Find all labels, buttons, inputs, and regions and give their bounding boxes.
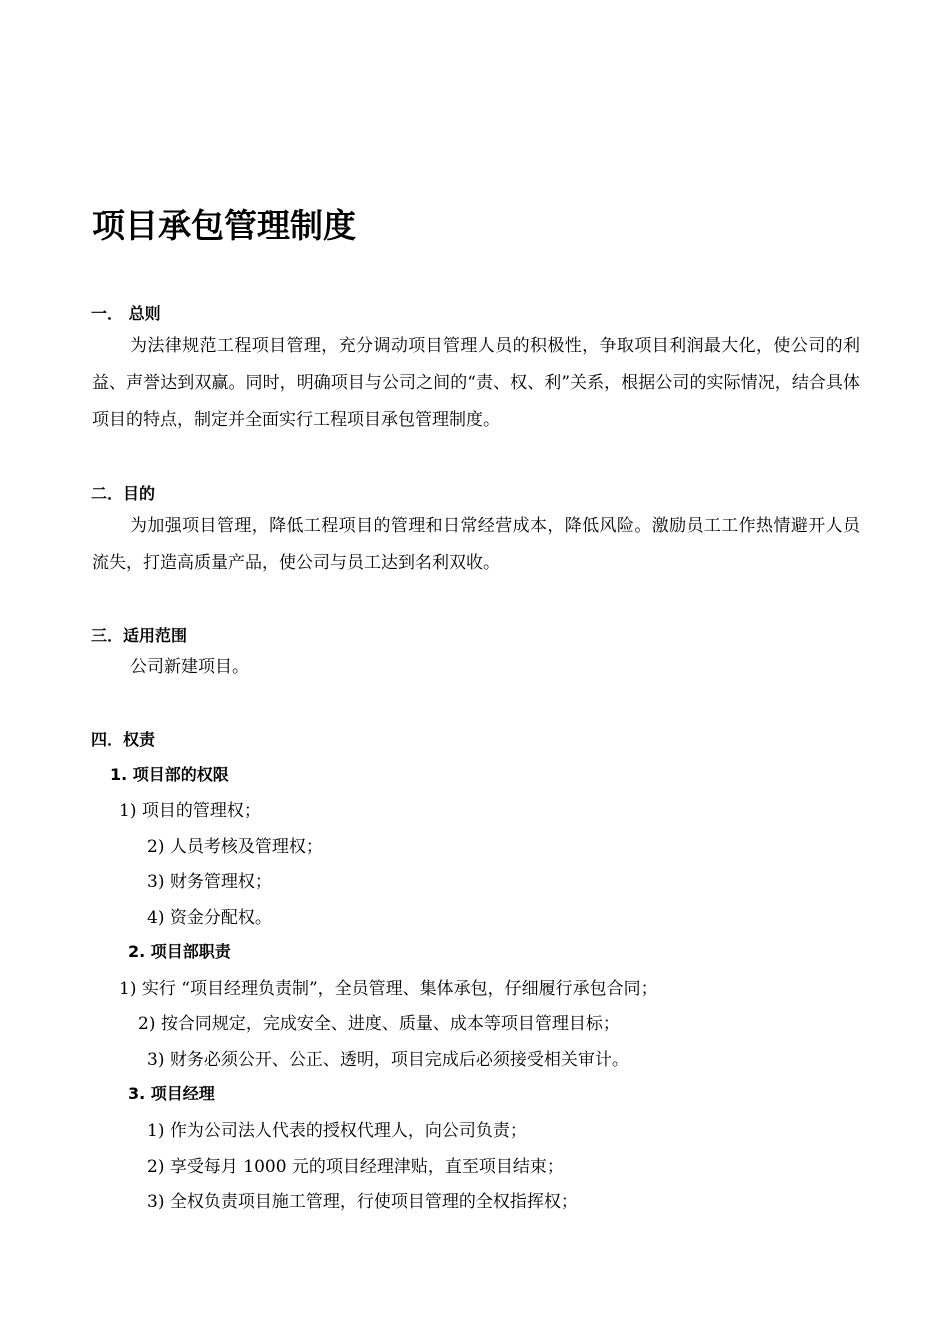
list-item: 2) 享受每月 1000 元的项目经理津贴，直至项目结束； [147,1157,564,1177]
section-body-purpose: 为加强项目管理，降低工程项目的管理和日常经营成本，降低风险。激励员工工作热情避开人员流失，打造高质量产品，使公司与员工达到名利双收。 [92,516,860,573]
list-item: 2) 按合同规定，完成安全、进度、质量、成本等项目管理目标； [138,1014,620,1034]
section-body-scope: 公司新建项目。 [130,657,249,677]
list-item: 3) 财务管理权； [147,872,272,892]
document-title: 项目承包管理制度 [92,206,356,245]
list-item: 4) 资金分配权。 [147,908,272,928]
section-body-general: 为法律规范工程项目管理，充分调动项目管理人员的积极性，争取项目利润最大化，使公司的利益、声誉达到双赢。同时，明确项目与公司之间的“责、权、利”关系，根据公司的实际情况，结合具体项目的特点，制定并全面实行工程项目承包管理制度。 [92,336,860,430]
section-heading-scope: 三．适用范围 [91,626,188,645]
list-item: 1) 实行 “项目经理负责制”，全员管理、集体承包，仔细履行承包合同； [119,979,658,999]
list-item: 1) 项目的管理权； [119,801,261,821]
subsection-heading-project-manager: 3. 项目经理 [128,1084,215,1103]
subsection-heading-duties: 2. 项目部职责 [128,942,231,961]
list-item: 3) 财务必须公开、公正、透明，项目完成后必须接受相关审计。 [147,1050,629,1070]
subsection-heading-authority: 1. 项目部的权限 [110,765,229,784]
list-item: 1) 作为公司法人代表的授权代理人，向公司负责； [147,1121,527,1141]
list-item: 2) 人员考核及管理权； [147,837,323,857]
list-item: 3) 全权负责项目施工管理，行使项目管理的全权指挥权； [147,1192,578,1212]
section-heading-general: 一． 总则 [91,304,161,323]
section-heading-purpose: 二．目的 [91,484,156,503]
section-heading-responsibilities: 四．权责 [91,730,156,749]
